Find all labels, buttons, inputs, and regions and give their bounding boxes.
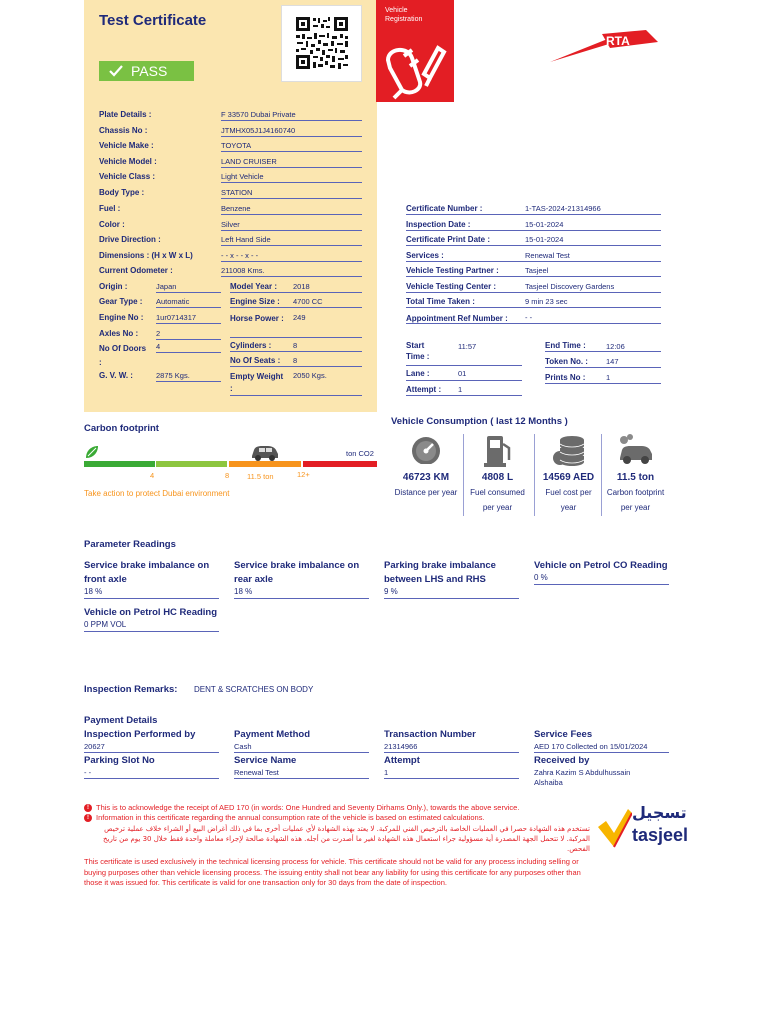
fuel-pump-icon	[464, 434, 531, 470]
parameter-label: Vehicle on Petrol CO Reading	[534, 560, 668, 571]
footer-arabic: تستخدم هذه الشهادة حصرا في العمليات الخاصة بالترخيص الفني للمركبة. لا يعتد بهذه الشهادة لأي عمليات أخرى بما في ذلك أغراض البيع أو الشراء خلاف عملية ترخيص المركبة. لا تتحمل الجهة المصدرة أية مسؤولية جراء استعمال هذه الشهادة لغير ما أصدرت من أجله. هذه الشهادة صالحة لإجراء معاملة واحدة فقط خلال 30 يوم من تاريخ الفحص.	[102, 825, 590, 853]
spec-left-label: Axles No :	[99, 329, 139, 338]
scale-segment-red	[303, 461, 377, 467]
vehicle-field-value: Light Vehicle	[221, 172, 264, 181]
vehicle-field-value: Benzene	[221, 204, 251, 213]
spec-right-value: 4700 CC	[293, 297, 323, 306]
parameter-label: Vehicle on Petrol HC Reading	[84, 607, 218, 618]
attempt-label: Attempt :	[406, 385, 442, 394]
spec-left-value: 2	[156, 329, 161, 338]
field-underline	[221, 151, 362, 152]
parameter-value: 0 %	[534, 573, 669, 585]
carbon-footprint-title: Carbon footprint	[84, 423, 159, 434]
parameter-label: Service brake imbalance on front axle	[84, 560, 210, 585]
field-underline	[406, 245, 661, 246]
prints-label: Prints No :	[545, 373, 586, 382]
vehicle-registration-label: Vehicle Registration	[385, 7, 423, 23]
spec-left-label: G. V. W. :	[99, 371, 133, 380]
parameter-reading	[84, 606, 224, 632]
field-underline	[230, 337, 362, 338]
payment-label: Transaction Number	[384, 729, 476, 740]
consumption-value: 46723 KM	[402, 472, 450, 483]
certificate-field-label: Total Time Taken :	[406, 297, 475, 306]
car-icon	[252, 446, 278, 461]
field-underline	[221, 198, 362, 199]
payment-label: Inspection Performed by	[84, 729, 196, 740]
spec-right-value: 8	[293, 356, 298, 365]
vehicle-field-label: Fuel :	[99, 204, 121, 213]
vehicle-field-label: Vehicle Class :	[99, 172, 156, 181]
pass-badge	[99, 61, 194, 81]
field-underline	[234, 778, 369, 779]
vehicle-field-label: Vehicle Model :	[99, 157, 157, 166]
spec-right-label: No Of Seats :	[230, 356, 281, 365]
payment-value: Renewal Test	[234, 768, 279, 777]
certificate-field-label: Certificate Print Date :	[406, 235, 491, 244]
field-underline	[230, 307, 362, 308]
vehicle-field-value: - - x - - x - -	[221, 251, 259, 260]
spec-right-label: Cylinders :	[230, 341, 272, 350]
scale-tick-current: 11.5 ton	[247, 472, 274, 481]
consumption-label: Carbon footprint per year	[606, 488, 665, 512]
field-underline	[84, 778, 219, 779]
end-time-value: 12:06	[606, 342, 625, 351]
spec-left-label: Origin :	[99, 282, 128, 291]
consumption-item	[392, 434, 460, 516]
spec-right-label: Engine Size :	[230, 297, 280, 306]
vehicle-field-value: STATION	[221, 188, 253, 197]
consumption-item	[534, 434, 602, 516]
certificate-field-value: 15-01-2024	[525, 235, 564, 244]
spec-right-label: Empty Weight :	[230, 372, 284, 393]
payment-value: Cash	[234, 742, 252, 751]
spec-left-label: No Of Doors :	[99, 344, 147, 367]
payment-value: 20627	[84, 742, 105, 751]
payment-value: AED 170 Collected on 15/01/2024	[534, 742, 648, 751]
consumption-item	[463, 434, 531, 516]
consumption-value: 11.5 ton	[616, 472, 655, 483]
parameter-label: Service brake imbalance on rear axle	[234, 560, 360, 585]
field-underline	[156, 323, 221, 324]
field-underline	[84, 752, 219, 753]
field-underline	[230, 395, 362, 396]
end-time-label: End Time :	[545, 341, 586, 350]
parameter-reading	[384, 559, 524, 599]
field-underline	[406, 214, 661, 215]
field-underline	[221, 276, 362, 277]
certificate-field-label: Vehicle Testing Center :	[406, 282, 497, 291]
consumption-item	[601, 434, 669, 516]
payment-value: - -	[84, 768, 92, 777]
certificate-field-label: Inspection Date :	[406, 220, 471, 229]
payment-label: Received by	[534, 755, 590, 766]
field-underline	[156, 292, 221, 293]
payment-label: Attempt	[384, 755, 420, 766]
remarks-label: Inspection Remarks:	[84, 684, 178, 695]
field-underline	[221, 167, 362, 168]
spec-right-label: Model Year :	[230, 282, 277, 291]
speedometer-icon	[392, 434, 460, 470]
parameter-readings-title: Parameter Readings	[84, 539, 176, 550]
vehicle-field-value: LAND CRUISER	[221, 157, 277, 166]
certificate-field-value: 9 min 23 sec	[525, 297, 568, 306]
field-underline	[406, 292, 661, 293]
start-time-value: 11:57	[458, 342, 477, 351]
tasjeel-english: tasjeel	[632, 825, 689, 845]
parameter-label: Parking brake imbalance between LHS and RHS	[384, 560, 496, 585]
certificate-field-value: Tasjeel Discovery Gardens	[525, 282, 615, 291]
consumption-value: 14569 AED	[542, 472, 595, 483]
field-underline	[384, 778, 519, 779]
parameter-reading	[84, 559, 224, 599]
consumption-value: 4808 L	[481, 472, 514, 483]
payment-label: Parking Slot No	[84, 755, 155, 766]
spec-right-value: 2050 Kgs.	[293, 371, 327, 380]
car-emission-icon	[602, 434, 669, 470]
rta-text: RTA	[606, 34, 630, 48]
vehicle-field-label: Vehicle Make :	[99, 141, 154, 150]
carbon-footprint-scale	[84, 442, 384, 482]
certificate-field-label: Appointment Ref Number :	[406, 314, 508, 323]
field-underline	[221, 182, 362, 183]
vehicle-field-value: JTMHX05J1J4160740	[221, 126, 296, 135]
certificate-field-label: Services :	[406, 251, 444, 260]
vehicle-field-value: TOYOTA	[221, 141, 252, 150]
spec-right-value: 2018	[293, 282, 310, 291]
info-icon: !	[84, 804, 92, 812]
payment-value: 21314966	[384, 742, 418, 751]
field-underline	[384, 752, 519, 753]
scale-segment-lime	[156, 461, 227, 467]
consumption-label: Fuel cost per year	[545, 488, 592, 512]
vehicle-field-value: Silver	[221, 220, 240, 229]
parameter-reading	[534, 559, 674, 585]
certificate-field-value: 1-TAS-2024-21314966	[525, 204, 601, 213]
vehicle-field-label: Current Odometer :	[99, 266, 173, 275]
vehicle-field-value: F 33570 Dubai Private	[221, 110, 296, 119]
spec-left-label: Gear Type :	[99, 297, 143, 306]
parameter-value: 0 PPM VOL	[84, 620, 219, 632]
certificate-field-value: 15-01-2024	[525, 220, 564, 229]
vehicle-field-label: Plate Details :	[99, 110, 152, 119]
scale-tick-8: 8	[225, 471, 230, 480]
certificate-field-value: - -	[525, 313, 533, 322]
vehicle-field-label: Body Type :	[99, 188, 145, 197]
footer-disclaimer: This certificate is used exclusively in the technical licensing process for vehicle. This certificate should not be valid for any process including selling or buying purposes other than vehicle licensing process. The issuing entity shall not bear any liability for using this certificate for any purposes other than those it was issued for. This certificate is valid for one transaction only for 30 days from the date of inspection.	[84, 857, 581, 887]
remarks-value: DENT & SCRATCHES ON BODY	[194, 685, 314, 694]
vehicle-field-label: Drive Direction :	[99, 235, 161, 244]
field-underline	[406, 276, 661, 277]
vehicle-field-value: Left Hand Side	[221, 235, 271, 244]
vehicle-field-value: 211008 Kms.	[221, 266, 265, 275]
spec-left-value: Japan	[156, 282, 177, 291]
certificate-field-label: Certificate Number :	[406, 204, 483, 213]
token-label: Token No. :	[545, 357, 588, 366]
payment-details-title: Payment Details	[84, 715, 158, 726]
field-underline	[156, 307, 221, 308]
field-underline	[406, 323, 661, 324]
field-underline	[221, 230, 362, 231]
field-underline	[406, 261, 661, 262]
parameter-value: 18 %	[234, 587, 369, 599]
spec-left-value: Automatic	[156, 297, 190, 306]
field-underline	[156, 352, 221, 353]
spec-right-value: 249	[293, 313, 306, 322]
field-underline	[406, 230, 661, 231]
parameter-value: 18 %	[84, 587, 219, 599]
lane-label: Lane :	[406, 369, 430, 378]
field-underline	[406, 307, 661, 308]
payment-label: Service Name	[234, 755, 297, 766]
payment-label: Payment Method	[234, 729, 311, 740]
parameter-reading	[234, 559, 374, 599]
certificate-field-label: Vehicle Testing Partner :	[406, 266, 499, 275]
field-underline	[156, 381, 221, 382]
footer-note-2: ! Information in this certificate regarding the annual consumption rate of the vehicle is based on estimated calculations.	[84, 813, 485, 823]
footer-note-1: ! This is to acknowledge the receipt of AED 170 (in words: One Hundred and Seventy Dirhams Only.), towards the above service.	[84, 803, 519, 813]
field-underline	[234, 752, 369, 753]
field-underline	[230, 292, 362, 293]
parameter-value: 9 %	[384, 587, 519, 599]
start-time-label: Start Time :	[406, 341, 430, 361]
scale-segment-green	[84, 461, 155, 467]
payment-value: Zahra Kazim S Abdulhussain Alshaiba	[534, 768, 631, 787]
vehicle-field-label: Chassis No :	[99, 126, 148, 135]
field-underline	[230, 351, 362, 352]
spec-right-value: 8	[293, 341, 298, 350]
lane-value: 01	[458, 369, 467, 378]
payment-label: Service Fees	[534, 729, 593, 740]
prints-value: 1	[606, 373, 611, 382]
field-underline	[221, 261, 362, 262]
spec-left-label: Engine No :	[99, 313, 144, 322]
spec-left-value: 1ur0714317	[156, 313, 197, 322]
field-underline	[221, 214, 362, 215]
vehicle-field-label: Color :	[99, 220, 125, 229]
info-icon: !	[84, 814, 92, 822]
tasjeel-check-icon	[598, 807, 632, 849]
qr-code	[281, 5, 362, 82]
field-underline	[230, 366, 362, 367]
checkmark-icon	[109, 65, 123, 77]
carbon-cta: Take action to protect Dubai environment	[84, 489, 230, 498]
consumption-label: Fuel consumed per year	[470, 488, 525, 512]
field-underline	[221, 120, 362, 121]
tasjeel-arabic: تسجيل	[632, 803, 687, 822]
attempt-value: 1	[458, 385, 463, 394]
token-value: 147	[606, 357, 619, 366]
field-underline	[156, 339, 221, 340]
scale-unit: ton CO2	[346, 449, 374, 458]
vehicle-field-label: Dimensions : (H x W x L)	[99, 251, 193, 260]
certificate-field-value: Tasjeel	[525, 266, 549, 275]
consumption-title: Vehicle Consumption ( last 12 Months )	[391, 416, 568, 427]
rta-logo	[550, 28, 662, 64]
tasjeel-logo	[598, 805, 688, 855]
field-underline	[221, 245, 362, 246]
spec-left-value: 2875 Kgs.	[156, 371, 190, 380]
scale-segment-orange	[229, 461, 301, 467]
coins-icon	[535, 434, 602, 470]
page-title: Test Certificate	[99, 12, 207, 29]
field-underline	[534, 752, 669, 753]
registration-plug-icon	[380, 38, 452, 100]
scale-tick-4: 4	[150, 471, 155, 480]
scale-tick-12plus: 12+	[297, 470, 310, 479]
certificate-field-value: Renewal Test	[525, 251, 570, 260]
spec-left-value: 4	[156, 342, 161, 351]
pass-label: PASS	[131, 63, 168, 79]
payment-value: 1	[384, 768, 389, 777]
consumption-label: Distance per year	[394, 488, 458, 497]
field-underline	[221, 136, 362, 137]
spec-right-label: Horse Power :	[230, 314, 284, 323]
